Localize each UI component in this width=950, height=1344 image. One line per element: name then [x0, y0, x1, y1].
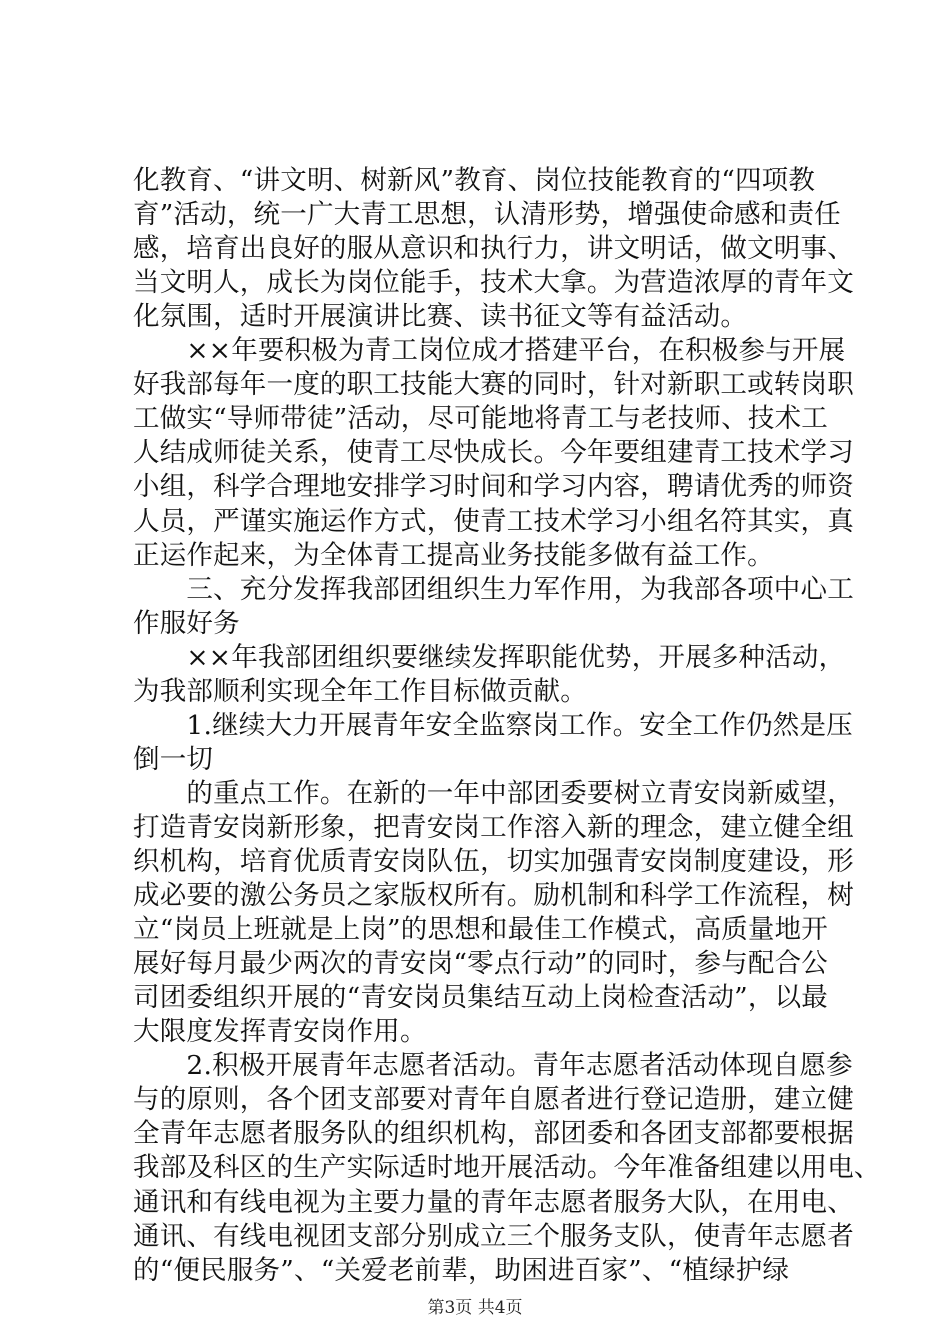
text-line: 全青年志愿者服务队的组织机构，部团委和各团支部都要根据 [133, 1118, 854, 1150]
text-line: 工做实“导师带徒”活动，尽可能地将青工与老技师、技术工 [133, 403, 828, 435]
text-line: 人结成师徒关系，使青工尽快成长。今年要组建青工技术学习 [133, 437, 854, 469]
text-line: 成必要的激公务员之家版权所有。励机制和科学工作流程，树 [133, 880, 854, 911]
text-line: 2.积极开展青年志愿者活动。青年志愿者活动体现自愿参 [133, 1050, 853, 1082]
text-line: 织机构，培育优质青安岗队伍，切实加强青安岗制度建设，形 [133, 846, 854, 877]
text-line: 小组，科学合理地安排学习时间和学习内容，聘请优秀的师资 [133, 471, 854, 503]
text-line: 大限度发挥青安岗作用。 [133, 1016, 427, 1048]
text-line: 人员，严谨实施运作方式，使青工技术学习小组名符其实，真 [133, 505, 854, 537]
text-line: 立“岗员上班就是上岗”的思想和最佳工作模式，高质量地开 [133, 914, 828, 946]
page-footer: 第3页 共4页 [427, 1298, 523, 1318]
text-line: 的“便民服务”、“关爱老前辈，助困进百家”、“植绿护绿 [133, 1254, 790, 1286]
text-line: ××年要积极为青工岗位成才搭建平台，在积极参与开展 [133, 335, 846, 367]
text-line: 化教育、“讲文明、树新风”教育、岗位技能教育的“四项教 [133, 165, 816, 196]
text-line: 打造青安岗新形象，把青安岗工作溶入新的理念，建立健全组 [133, 811, 854, 843]
text-line: 1.继续大力开展青年安全监察岗工作。安全工作仍然是压 [133, 709, 853, 741]
text-line: 司团委组织开展的“青安岗员集结互动上岗检查活动”，以最 [133, 982, 828, 1014]
text-line: 通讯、有线电视团支部分别成立三个服务支队，使青年志愿者 [133, 1220, 854, 1252]
text-line: 正运作起来，为全体青工提高业务技能多做有益工作。 [133, 539, 774, 571]
text-line: 作服好务 [133, 607, 240, 639]
text-line: 展好每月最少两次的青安岗“零点行动”的同时，参与配合公 [133, 948, 828, 980]
text-line: 我部及科区的生产实际适时地开展活动。今年准备组建以用电、 [133, 1152, 881, 1184]
text-line: 三、充分发挥我部团组织生力军作用，为我部各项中心工 [133, 573, 854, 605]
text-line: 化氛围，适时开展演讲比赛、读书征文等有益活动。 [133, 301, 748, 333]
text-line: 与的原则，各个团支部要对青年自愿者进行登记造册，建立健 [133, 1084, 854, 1116]
text-line: ××年我部团组织要继续发挥职能优势，开展多种活动， [133, 641, 846, 673]
text-line: 当文明人，成长为岗位能手，技术大拿。为营造浓厚的青年文 [133, 267, 854, 299]
text-line: 倒一切 [133, 743, 214, 775]
text-line: 通讯和有线电视为主要力量的青年志愿者服务大队，在用电、 [133, 1186, 854, 1218]
text-line: 育”活动，统一广大青工思想，认清形势，增强使命感和责任 [133, 199, 841, 231]
text-line: 感，培育出良好的服从意识和执行力，讲文明话，做文明事、 [133, 233, 854, 265]
text-line: 的重点工作。在新的一年中部团委要树立青安岗新威望， [133, 777, 854, 809]
text-line: 好我部每年一度的职工技能大赛的同时，针对新职工或转岗职 [133, 369, 854, 401]
text-line: 为我部顺利实现全年工作目标做贡献。 [133, 675, 587, 707]
